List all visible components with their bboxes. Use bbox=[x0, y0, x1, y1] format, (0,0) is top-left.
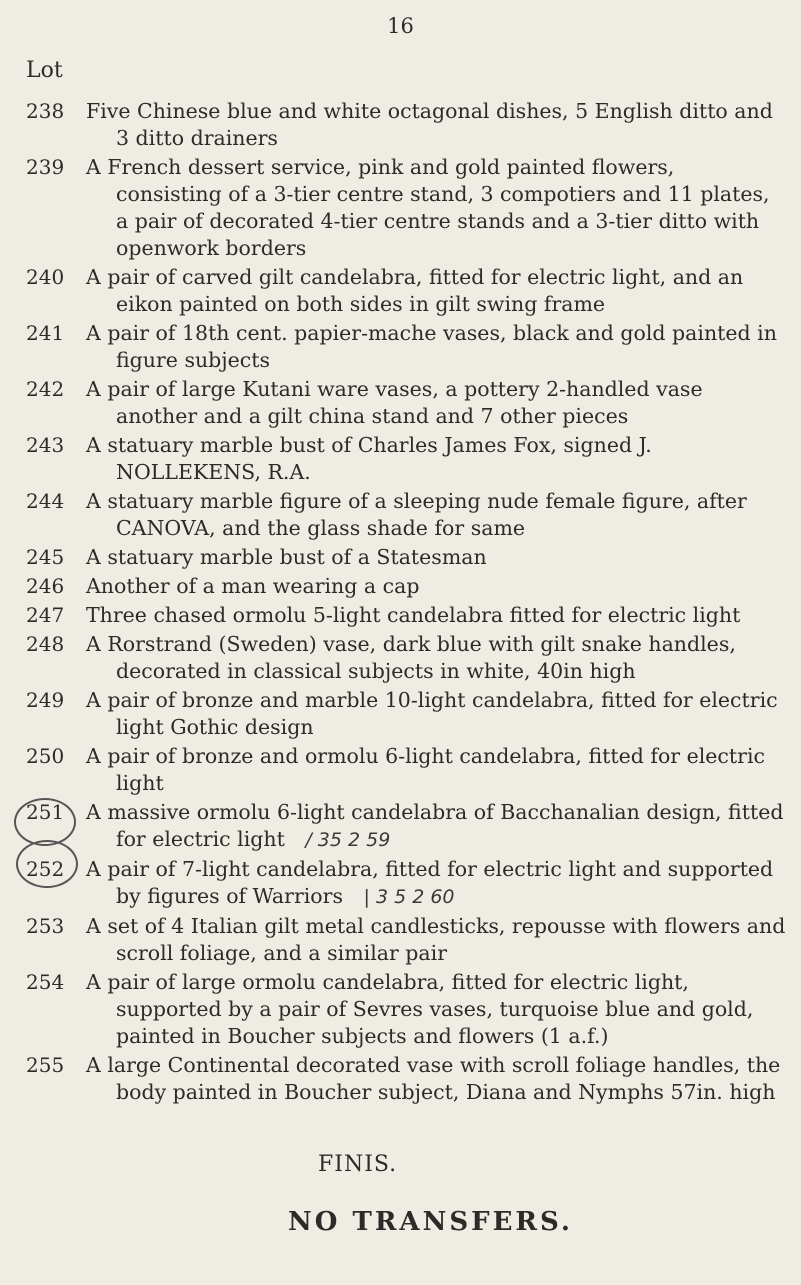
lot-number: 251 bbox=[26, 800, 65, 824]
lot-number: 245 bbox=[26, 545, 65, 569]
finis-text: FINIS. bbox=[318, 1152, 398, 1177]
list-item bbox=[26, 913, 786, 967]
lot-description: A pair of large ormolu candelabra, fitted for electric light, supported by a pair of Sevres vases, turquoise blue and gold, painted in Boucher subjects and flowers (1 a.f.) bbox=[86, 970, 754, 1048]
lot-column-header: Lot bbox=[26, 58, 63, 83]
lot-description: A pair of bronze and marble 10-light candelabra, fitted for electric light Gothic design bbox=[86, 688, 778, 739]
lot-number: 241 bbox=[26, 321, 65, 345]
lot-description: A statuary marble bust of Charles James Fox, signed J. NOLLEKENS, R.A. bbox=[86, 433, 652, 484]
list-item bbox=[26, 687, 786, 741]
list-item bbox=[26, 799, 786, 854]
handwritten-circle-mark bbox=[14, 798, 76, 846]
list-item bbox=[26, 573, 786, 600]
handwritten-circle-mark bbox=[16, 840, 78, 888]
list-item bbox=[26, 856, 786, 911]
lot-description: Another of a man wearing a cap bbox=[86, 574, 420, 598]
lot-number: 238 bbox=[26, 99, 65, 123]
lot-number: 254 bbox=[26, 970, 65, 994]
lot-description: A set of 4 Italian gilt metal candlesticks, repousse with flowers and scroll foliage, and a similar pair bbox=[86, 914, 786, 965]
lot-description-text: A massive ormolu 6-light candelabra of Bacchanalian design, fitted for electric light bbox=[86, 800, 784, 851]
lot-description bbox=[86, 856, 786, 911]
no-transfers-notice: NO TRANSFERS. bbox=[288, 1207, 573, 1237]
lot-description: A pair of 18th cent. papier-mache vases, black and gold painted in figure subjects bbox=[86, 321, 777, 372]
lot-list bbox=[26, 98, 786, 1108]
lot-number: 240 bbox=[26, 265, 65, 289]
lot-number: 243 bbox=[26, 433, 65, 457]
list-item bbox=[26, 320, 786, 374]
lot-description-text: A pair of 7-light candelabra, fitted for electric light and supported by figures of Warriors bbox=[86, 857, 774, 908]
lot-description: A pair of large Kutani ware vases, a pottery 2-handled vase another and a gilt china stand and 7 other pieces bbox=[86, 377, 703, 428]
lot-number: 250 bbox=[26, 744, 65, 768]
lot-description: A pair of carved gilt candelabra, fitted for electric light, and an eikon painted on both sides in gilt swing frame bbox=[86, 265, 744, 316]
lot-number: 249 bbox=[26, 688, 65, 712]
list-item bbox=[26, 264, 786, 318]
lot-description: A large Continental decorated vase with scroll foliage handles, the body painted in Boucher subject, Diana and Nymphs 57in. high bbox=[86, 1053, 781, 1104]
list-item bbox=[26, 488, 786, 542]
lot-number: 252 bbox=[26, 857, 65, 881]
list-item bbox=[26, 602, 786, 629]
lot-description: Three chased ormolu 5-light candelabra fitted for electric light bbox=[86, 603, 741, 627]
lot-number: 255 bbox=[26, 1053, 65, 1077]
list-item bbox=[26, 544, 786, 571]
list-item bbox=[26, 743, 786, 797]
lot-number: 248 bbox=[26, 632, 65, 656]
list-item bbox=[26, 376, 786, 430]
lot-description: A statuary marble figure of a sleeping nude female figure, after CANOVA, and the glass shade for same bbox=[86, 489, 747, 540]
lot-description: A statuary marble bust of a Statesman bbox=[86, 545, 487, 569]
list-item bbox=[26, 154, 786, 262]
lot-number: 253 bbox=[26, 914, 65, 938]
list-item bbox=[26, 969, 786, 1050]
lot-number: 246 bbox=[26, 574, 65, 598]
lot-number: 247 bbox=[26, 603, 65, 627]
lot-description: A French dessert service, pink and gold painted flowers, consisting of a 3-tier centre stand, 3 compotiers and 11 plates, a pair of decorated 4-tier centre stands and a 3-tier ditto with openwork borders bbox=[86, 155, 770, 260]
list-item bbox=[26, 1052, 786, 1106]
lot-number: 239 bbox=[26, 155, 65, 179]
lot-description: Five Chinese blue and white octagonal dishes, 5 English ditto and 3 ditto drainers bbox=[86, 99, 773, 150]
list-item bbox=[26, 432, 786, 486]
handwritten-annotation: | 3 5 2 60 bbox=[363, 886, 455, 908]
lot-description: A pair of bronze and ormolu 6-light candelabra, fitted for electric light bbox=[86, 744, 765, 795]
lot-number: 244 bbox=[26, 489, 65, 513]
lot-number: 242 bbox=[26, 377, 65, 401]
lot-description bbox=[86, 799, 786, 854]
lot-description: A Rorstrand (Sweden) vase, dark blue with gilt snake handles, decorated in classical subjects in white, 40in high bbox=[86, 632, 736, 683]
page-number: 16 bbox=[387, 14, 414, 38]
list-item bbox=[26, 631, 786, 685]
handwritten-annotation: / 35 2 59 bbox=[305, 829, 391, 851]
list-item bbox=[26, 98, 786, 152]
